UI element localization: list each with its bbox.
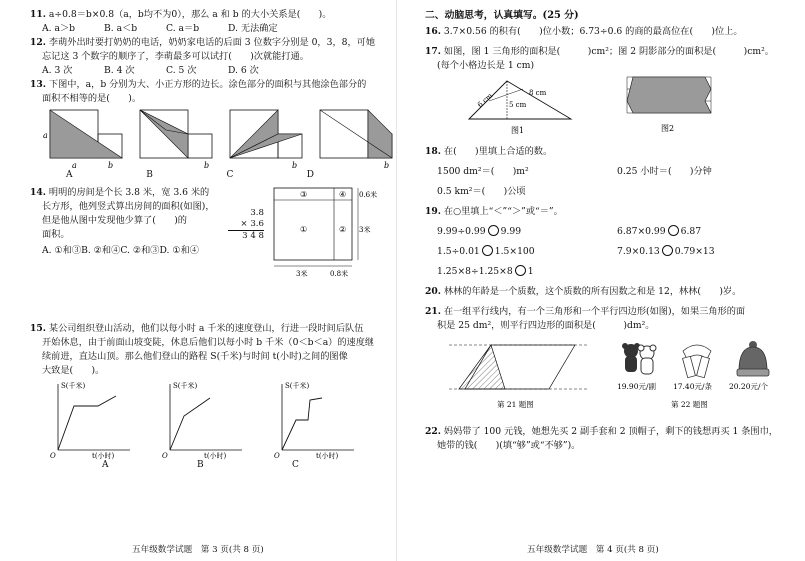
fill-blank[interactable]: 0.5 km²＝( )公顷 bbox=[437, 186, 526, 197]
question-number: 19. bbox=[425, 206, 441, 217]
figure-label-a: A bbox=[66, 170, 73, 180]
compare-circle[interactable] bbox=[515, 265, 526, 276]
question-number: 13. bbox=[30, 79, 46, 90]
region-3: ③ bbox=[300, 190, 308, 199]
option-c[interactable]: C. 5 次 bbox=[166, 65, 197, 76]
question-number: 16. bbox=[425, 26, 441, 37]
dim-label: 5 cm bbox=[509, 101, 527, 109]
question-text: 如图，图 1 三角形的面积是( )cm²；图 2 阴影部分的面积是( )cm²。 bbox=[443, 46, 774, 57]
option-a[interactable]: A. ①和③ bbox=[42, 245, 82, 256]
figure-caption: 图1 bbox=[511, 126, 525, 135]
calc-line: 3 4 8 bbox=[242, 231, 264, 241]
compare-right: 1 bbox=[527, 266, 534, 277]
question-text-cont: 续前进，直达山顶。那么他们登山的路程 S(千米)与时间 t(小时)之间的图像 bbox=[42, 351, 348, 362]
figure-caption: 第 21 题图 bbox=[497, 400, 534, 409]
option-d[interactable]: D. 6 次 bbox=[228, 65, 259, 76]
question-number: 22. bbox=[425, 426, 441, 437]
compare-circle[interactable] bbox=[668, 225, 679, 236]
graph-label-a: A bbox=[102, 460, 109, 470]
question-text-cont: 积是 25 dm²，则平行四边形的面积是( )dm²。 bbox=[437, 320, 655, 331]
question-19 bbox=[425, 205, 782, 219]
question-text-cont: 面积。 bbox=[42, 229, 70, 240]
option-b[interactable]: B. 4 次 bbox=[104, 65, 135, 76]
compare-circle[interactable] bbox=[482, 245, 493, 256]
room-diagram bbox=[270, 184, 380, 284]
side-label: b bbox=[108, 161, 114, 170]
question-text: a÷0.8＝b×0.8（a，b均不为0），那么 a 和 b 的大小关系是( )。 bbox=[48, 9, 332, 20]
figure-d[interactable] bbox=[320, 110, 392, 170]
y-axis-label: S(千米) bbox=[61, 382, 86, 390]
question-text-cont: 忘记这 3 个数字的顺序了，李萌最多可以试打( )次就能打通。 bbox=[42, 51, 309, 62]
option-b[interactable]: B. a＜b bbox=[104, 23, 138, 34]
q12-options bbox=[30, 64, 387, 78]
figure-label-d: D bbox=[306, 170, 314, 180]
compare-left: 6.87×0.99 bbox=[617, 226, 666, 237]
dim-label: 6 cm bbox=[476, 91, 495, 110]
question-21 bbox=[425, 305, 782, 319]
hat-icon bbox=[737, 341, 769, 376]
compare-left: 9.99÷0.99 bbox=[437, 226, 486, 237]
page-3 bbox=[0, 0, 397, 561]
dim-label: 0.8米 bbox=[330, 270, 349, 278]
q19-row-2 bbox=[425, 245, 782, 259]
question-text-cont: 长方形，他列竖式算出房间的面积(如图)， bbox=[42, 201, 215, 212]
question-number: 18. bbox=[425, 146, 441, 157]
q19-row-1 bbox=[425, 225, 782, 239]
region-4: ④ bbox=[339, 190, 347, 199]
q11-options bbox=[30, 22, 387, 36]
option-c[interactable]: C. a＝b bbox=[166, 23, 200, 34]
question-text-cont: 她带的钱( )(填“够”或“不够”)。 bbox=[437, 440, 581, 451]
calc-line: × 3.6 bbox=[228, 219, 264, 231]
question-number: 11. bbox=[30, 9, 46, 20]
compare-circle[interactable] bbox=[488, 225, 499, 236]
y-axis-label: S(千米) bbox=[285, 382, 310, 390]
compare-right: 6.87 bbox=[680, 226, 702, 237]
q19-row-3 bbox=[425, 265, 782, 279]
question-text: 明明的房间是个长 3.8 米，宽 3.6 米的 bbox=[48, 187, 210, 198]
fill-blank[interactable]: 1500 dm²＝( )m² bbox=[437, 166, 529, 177]
figure-b[interactable] bbox=[140, 110, 212, 170]
question-number: 15. bbox=[30, 323, 46, 334]
origin-label: O bbox=[50, 452, 56, 460]
graph-label-c: C bbox=[292, 460, 299, 470]
option-a[interactable]: A. 3 次 bbox=[42, 65, 73, 76]
question-number: 21. bbox=[425, 306, 441, 317]
question-text: 下图中，a，b 分别为大、小正方形的边长。涂色部分的面积与其他涂色部分的 bbox=[48, 79, 367, 90]
option-a[interactable]: A. a＞b bbox=[42, 23, 76, 34]
price-label: 17.40元/条 bbox=[673, 382, 712, 391]
question-13 bbox=[30, 78, 387, 92]
compare-right: 1.5×100 bbox=[494, 246, 535, 257]
page-4 bbox=[397, 0, 794, 561]
dim-label: 8 cm bbox=[529, 89, 547, 97]
q21-figure bbox=[449, 345, 589, 409]
question-text: 李萌外出时要打奶奶的电话，奶奶家电话的后面 3 位数字分别是 0，3，8，可她 bbox=[48, 37, 376, 48]
figure-caption: 图2 bbox=[661, 124, 675, 133]
q21-q22-figures bbox=[445, 337, 785, 423]
q17-figures bbox=[465, 75, 805, 139]
question-number: 12. bbox=[30, 37, 46, 48]
compare-circle[interactable] bbox=[662, 245, 673, 256]
q22-figure bbox=[617, 341, 769, 409]
figure-c[interactable] bbox=[230, 110, 302, 170]
q18-row-1 bbox=[425, 165, 782, 179]
question-15 bbox=[30, 322, 387, 336]
option-d[interactable]: D. 无法确定 bbox=[228, 23, 278, 34]
question-text: 在一组平行线内，有一个三角形和一个平行四边形(如图)，如果三角形的面 bbox=[443, 306, 746, 317]
side-label: a bbox=[43, 131, 48, 140]
compare-left: 7.9×0.13 bbox=[617, 246, 660, 257]
option-d[interactable]: D. ①和④ bbox=[159, 245, 199, 256]
price-label: 20.20元/个 bbox=[729, 382, 768, 391]
question-12 bbox=[30, 36, 387, 50]
question-text: 在( )里填上合适的数。 bbox=[443, 146, 553, 157]
gloves-icon bbox=[622, 343, 656, 374]
question-text-cont: 大致是( )。 bbox=[42, 365, 105, 376]
option-b[interactable]: B. ②和④ bbox=[81, 245, 121, 256]
graph-c[interactable] bbox=[274, 381, 354, 460]
question-22 bbox=[425, 425, 782, 439]
side-label: b bbox=[384, 161, 390, 170]
compare-left: 1.25×8÷1.25×8 bbox=[437, 266, 513, 277]
question-text: 某公司组织登山活动，他们以每小时 a 千米的速度登山，行进一段时间后队伍 bbox=[48, 323, 364, 334]
page-footer: 五年级数学试题 第 4 页(共 8 页) bbox=[527, 545, 659, 555]
q13-figures bbox=[36, 106, 390, 174]
price-label: 19.90元/副 bbox=[617, 382, 656, 391]
x-axis-label: t(小时) bbox=[204, 452, 227, 460]
question-14 bbox=[30, 186, 387, 320]
compare-right: 0.79×13 bbox=[674, 246, 715, 257]
section-title: 二、动脑思考，认真填写。(25 分) bbox=[425, 10, 579, 21]
q15-graph-labels bbox=[102, 460, 387, 470]
graph-label-b: B bbox=[197, 460, 204, 470]
region-2: ② bbox=[339, 225, 347, 234]
question-text: 3.7×0.56 的积有( )位小数；6.73÷0.6 的商的最高位在( )位上。 bbox=[443, 26, 743, 37]
graph-b[interactable] bbox=[162, 381, 242, 460]
q13-figure-labels bbox=[66, 170, 387, 180]
question-16 bbox=[425, 25, 782, 39]
q15-graphs bbox=[40, 378, 390, 460]
origin-label: O bbox=[162, 452, 168, 460]
figure-label-c: C bbox=[226, 170, 234, 180]
figure-a[interactable] bbox=[43, 110, 122, 170]
question-11 bbox=[30, 8, 387, 22]
y-axis-label: S(千米) bbox=[173, 382, 198, 390]
question-number: 17. bbox=[425, 46, 441, 57]
x-axis-label: t(小时) bbox=[316, 452, 339, 460]
question-20 bbox=[425, 285, 782, 299]
region-1: ① bbox=[300, 225, 308, 234]
page-footer: 五年级数学试题 第 3 页(共 8 页) bbox=[132, 545, 264, 555]
question-18 bbox=[425, 145, 782, 159]
fill-blank[interactable]: 0.25 小时＝( )分钟 bbox=[617, 166, 712, 177]
figure-2-grid bbox=[627, 77, 711, 133]
option-c[interactable]: C. ②和③ bbox=[120, 245, 160, 256]
scarf-icon bbox=[683, 345, 711, 378]
question-number: 14. bbox=[30, 187, 46, 198]
graph-a[interactable] bbox=[50, 381, 130, 460]
dim-label: 3米 bbox=[359, 226, 371, 234]
figure-1-triangle bbox=[469, 81, 571, 135]
calc-line: 3.8 bbox=[250, 208, 264, 218]
question-text: 在○里填上“＜”“＞”或“＝”。 bbox=[443, 206, 563, 217]
side-label: b bbox=[204, 161, 210, 170]
compare-left: 1.5÷0.01 bbox=[437, 246, 480, 257]
question-text-cont: 开始休息，由于前面山坡变陡，休息后他们以每小时 b 千米（0＜b＜a）的速度继 bbox=[42, 337, 375, 348]
question-number: 20. bbox=[425, 286, 441, 297]
dim-label: 0.6米 bbox=[359, 191, 378, 199]
question-text-cont: 面积不相等的是( )。 bbox=[42, 93, 142, 104]
x-axis-label: t(小时) bbox=[92, 452, 115, 460]
figure-label-b: B bbox=[146, 170, 153, 180]
question-text: 林林的年龄是一个质数，这个质数的所有因数之和是 12，林林( )岁。 bbox=[443, 286, 742, 297]
question-text: 妈妈带了 100 元钱，她想先买 2 副手套和 2 顶帽子，剩下的钱想再买 1 条围巾， bbox=[443, 426, 778, 437]
side-label: a bbox=[72, 161, 77, 170]
question-note: (每个小格边长是 1 cm) bbox=[437, 60, 535, 71]
figure-caption: 第 22 题图 bbox=[671, 400, 708, 409]
question-17 bbox=[425, 45, 782, 59]
dim-label: 3米 bbox=[296, 270, 308, 278]
origin-label: O bbox=[274, 452, 280, 460]
compare-right: 9.99 bbox=[500, 226, 522, 237]
side-label: b bbox=[292, 161, 298, 170]
question-text-cont: 但是他从图中发现他少算了( )的 bbox=[42, 215, 187, 226]
vertical-calculation bbox=[228, 208, 264, 242]
